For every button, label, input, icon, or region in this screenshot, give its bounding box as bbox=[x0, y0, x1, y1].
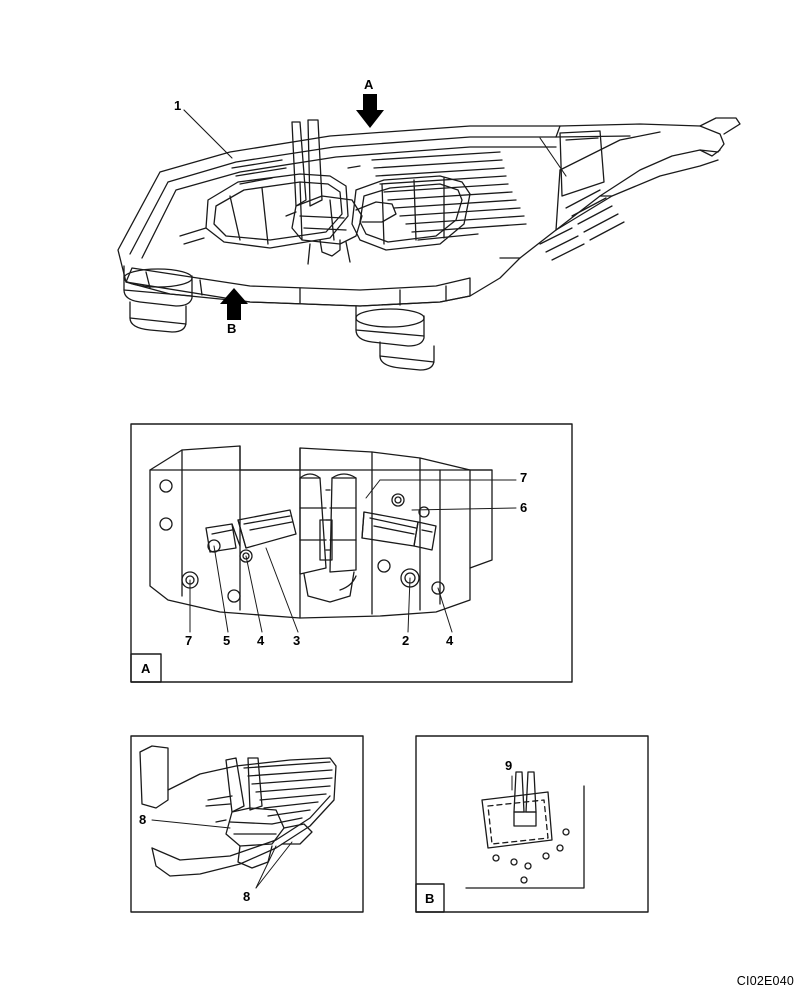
section-arrow-a bbox=[356, 94, 384, 128]
detail-b-frame bbox=[416, 736, 648, 912]
detail-a-callout-3: 3 bbox=[293, 633, 301, 648]
detail-pedal-callout-8-left: 8 bbox=[139, 812, 147, 827]
detail-pedal-callout-8-bottom: 8 bbox=[243, 889, 251, 904]
main-floor-plate bbox=[118, 110, 740, 370]
callout-1: 1 bbox=[174, 98, 182, 113]
detail-b-callout-9: 9 bbox=[505, 758, 513, 773]
detail-a-callout-4-right: 4 bbox=[446, 633, 454, 648]
section-marker-b: B bbox=[227, 321, 237, 336]
section-arrow-b bbox=[220, 288, 248, 320]
figure-code: CI02E040 bbox=[736, 974, 794, 988]
detail-a-callout-6: 6 bbox=[520, 500, 528, 515]
detail-b-content bbox=[466, 772, 584, 888]
detail-a-callout-5: 5 bbox=[223, 633, 231, 648]
detail-a-callout-7-bottom: 7 bbox=[185, 633, 193, 648]
detail-a-content bbox=[150, 446, 516, 632]
detail-a-box-label: A bbox=[141, 661, 151, 676]
section-marker-a: A bbox=[364, 77, 374, 92]
detail-a-callout-2: 2 bbox=[402, 633, 410, 648]
detail-a-frame bbox=[131, 424, 572, 682]
detail-a-callout-7-top: 7 bbox=[520, 470, 528, 485]
detail-b-box-label: B bbox=[425, 891, 435, 906]
detail-pedal-content bbox=[140, 746, 336, 888]
detail-a-callout-4-left: 4 bbox=[257, 633, 265, 648]
